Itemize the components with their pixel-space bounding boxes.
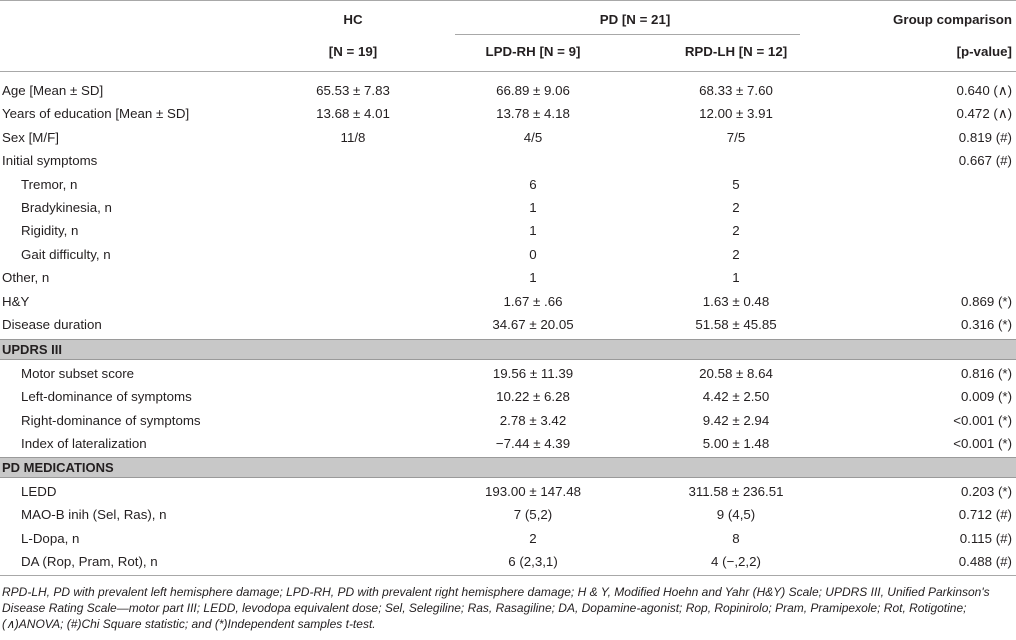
updrs-section-header [0,339,1016,360]
table-row [0,313,1016,336]
rpd-lh-value: 7/5 [726,129,746,145]
lpd-rh-value: 1 [529,200,537,215]
meds-section-header [0,457,1016,478]
row-label: Tremor, n [21,176,78,192]
row-label: MAO-B inih (Sel, Ras), n [21,507,167,523]
row-label: Motor subset score [21,366,135,381]
row-label: Years of education [Mean ± SD] [2,106,190,122]
table-row [0,102,1016,125]
row-label: Left-dominance of symptoms [21,389,192,405]
rpd-lh-value: 5 [732,176,740,192]
lpd-rh-value: 7 (5,2) [513,507,553,523]
header-group-comparison: Group comparison [893,12,1012,27]
table-row [0,409,1016,432]
table-row [0,290,1016,313]
p-value: 0.488 (#) [958,554,1012,570]
table-row [0,362,1016,385]
p-value: 0.203 (*) [961,484,1012,499]
lpd-rh-value: −7.44 ± 4.39 [495,436,571,452]
lpd-rh-value: 34.67 ± 20.05 [492,317,574,332]
lpd-rh-value: 193.00 ± 147.48 [484,484,582,499]
table-row [0,173,1016,196]
rpd-lh-value: 4 (−,2,2) [711,554,761,570]
row-label: H&Y [2,293,30,309]
lpd-rh-value: 66.89 ± 9.06 [496,83,570,98]
row-label: Bradykinesia, n [21,200,112,215]
hc-value: 65.53 ± 7.83 [316,83,390,98]
rpd-lh-value: 12.00 ± 3.91 [699,106,773,122]
bottom-rule [0,575,1016,576]
table-row [0,219,1016,242]
row-label: Initial symptoms [2,153,98,169]
meds-title: PD MEDICATIONS [2,460,114,475]
header-rpd: RPD-LH [N = 12] [684,44,788,59]
p-value: 0.009 (*) [961,389,1012,405]
header-p-value: [p-value] [956,44,1012,59]
row-label: Index of lateralization [21,436,147,452]
row-label: Right-dominance of symptoms [21,412,201,428]
lpd-rh-value: 0 [529,246,537,262]
lpd-rh-value: 6 [529,176,537,192]
row-label: Other, n [2,270,50,286]
table-row [0,196,1016,219]
p-value: <0.001 (*) [953,436,1012,452]
rpd-lh-value: 2 [732,223,740,239]
rpd-lh-value: 68.33 ± 7.60 [699,83,773,98]
rpd-lh-value: 4.42 ± 2.50 [702,389,770,405]
p-value: 0.819 (#) [958,129,1012,145]
table-row [0,149,1016,172]
row-label: Age [Mean ± SD] [2,83,104,98]
rpd-lh-value: 9 (4,5) [716,507,756,523]
hc-value: 11/8 [340,129,366,145]
pd-rule [455,34,800,35]
rpd-lh-value: 51.58 ± 45.85 [695,317,777,332]
table-row [0,243,1016,266]
table-row [0,550,1016,573]
header-rule [0,71,1016,72]
row-label: LEDD [21,484,57,499]
header-lpd: LPD-RH [N = 9] [485,44,581,59]
table-row [0,79,1016,102]
header-hc-n: [N = 19] [328,44,378,59]
p-value: 0.640 (∧) [956,83,1012,98]
row-label: L-Dopa, n [21,530,80,546]
top-rule [0,0,1016,1]
table-row [0,480,1016,503]
p-value: 0.472 (∧) [956,106,1012,122]
table-row [0,126,1016,149]
p-value: <0.001 (*) [953,412,1012,428]
p-value: 0.667 (#) [958,153,1012,169]
row-label: Gait difficulty, n [21,246,111,262]
header-hc: HC [343,12,363,27]
header-pd: PD [N = 21] [599,12,671,27]
lpd-rh-value: 13.78 ± 4.18 [496,106,570,122]
row-label: DA (Rop, Pram, Rot), n [21,554,158,570]
table-row [0,527,1016,550]
lpd-rh-value: 2.78 ± 3.42 [499,412,567,428]
table-row [0,432,1016,455]
lpd-rh-value: 1.67 ± .66 [503,293,563,309]
table-row [0,385,1016,408]
row-label: Sex [M/F] [2,129,59,145]
p-value: 0.115 (#) [959,530,1012,546]
footnote: RPD-LH, PD with prevalent left hemisphere damage; LPD-RH, PD with prevalent right hemisphere damage; H & Y, Modified Hoehn and Yahr (H&Y) Scale; UPDRS III, Unified Parkinson's Disease Rating Scale—motor part III; LEDD, levodopa equivalent dose; Sel, Selegiline; Ras, Rasagiline; DA, Dopamine-agonist; Rop, Ropinirolo; Pram, Pramipexole; Rot, Rotigotine; (∧)ANOVA; (#)Chi Square statistic; and (*)Independent samples t-test. [2,585,990,631]
table-row [0,266,1016,289]
lpd-rh-value: 1 [529,270,537,286]
lpd-rh-value: 19.56 ± 11.39 [492,366,574,381]
lpd-rh-value: 4/5 [523,129,543,145]
rpd-lh-value: 8 [732,530,740,546]
rpd-lh-value: 2 [732,200,740,215]
table-row [0,503,1016,526]
p-value: 0.712 (#) [958,507,1012,523]
rpd-lh-value: 5.00 ± 1.48 [702,436,770,452]
rpd-lh-value: 311.58 ± 236.51 [688,484,784,499]
updrs-title: UPDRS III [2,342,62,357]
lpd-rh-value: 10.22 ± 6.28 [496,389,570,405]
rpd-lh-value: 1 [732,270,740,286]
rpd-lh-value: 9.42 ± 2.94 [702,412,770,428]
row-label: Disease duration [2,317,102,332]
lpd-rh-value: 2 [529,530,537,546]
lpd-rh-value: 1 [529,223,537,239]
rpd-lh-value: 20.58 ± 8.64 [699,366,773,381]
p-value: 0.869 (*) [961,293,1012,309]
p-value: 0.316 (*) [961,317,1012,332]
row-label: Rigidity, n [21,223,79,239]
hc-value: 13.68 ± 4.01 [316,106,390,122]
rpd-lh-value: 1.63 ± 0.48 [702,293,770,309]
lpd-rh-value: 6 (2,3,1) [508,554,558,570]
rpd-lh-value: 2 [732,246,740,262]
p-value: 0.816 (*) [961,366,1012,381]
